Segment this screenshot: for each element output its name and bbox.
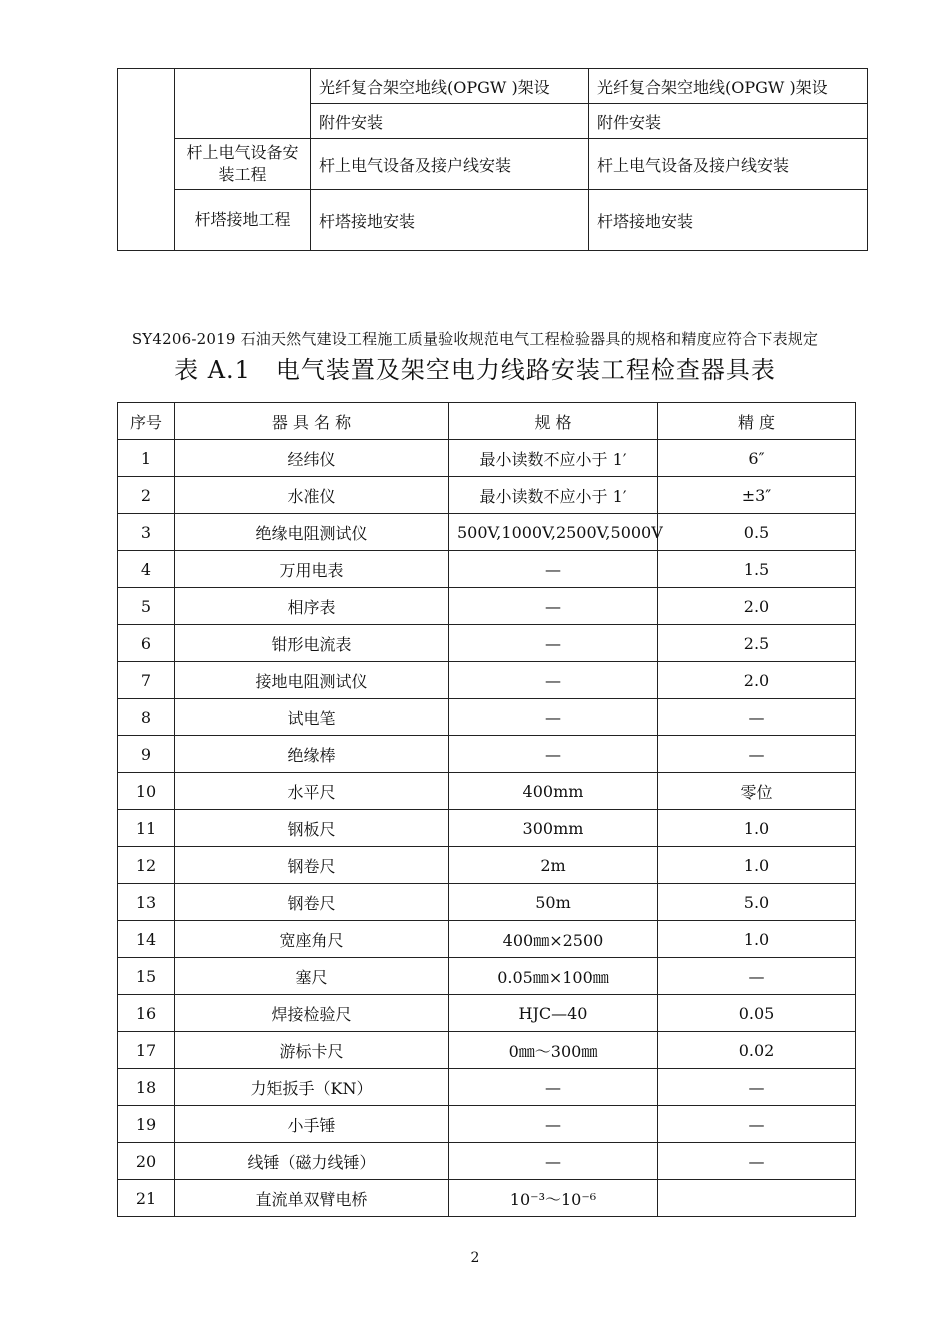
table-cell: 试电笔 [175, 699, 449, 736]
table-cell: 10⁻³～10⁻⁶ [449, 1180, 658, 1217]
table-cell: 19 [118, 1106, 175, 1143]
table-cell: — [658, 1143, 856, 1180]
table-row [118, 662, 856, 699]
table-cell: 14 [118, 921, 175, 958]
table-cell: 400㎜×2500 [449, 921, 658, 958]
table-body [118, 440, 856, 1217]
table-cell: ±3″ [658, 477, 856, 514]
table-row [118, 884, 856, 921]
table-cell: 1.0 [658, 810, 856, 847]
table-cell: 50m [449, 884, 658, 921]
table-cell: — [449, 1106, 658, 1143]
table-cell: 15 [118, 958, 175, 995]
table-cell: — [449, 625, 658, 662]
table-cell: 5 [118, 588, 175, 625]
table-row [118, 190, 868, 251]
table-cell: 钢板尺 [175, 810, 449, 847]
table-cell: 附件安装 [311, 104, 589, 139]
table-cell: 2.0 [658, 662, 856, 699]
table-cell: 400mm [449, 773, 658, 810]
column-header: 序号 [118, 403, 175, 440]
table-cell: 零位 [658, 773, 856, 810]
table-row [118, 588, 856, 625]
table-row [118, 440, 856, 477]
table-cell: — [449, 1143, 658, 1180]
table-cell: 18 [118, 1069, 175, 1106]
table-cell: 10 [118, 773, 175, 810]
table-cell: 500V,1000V,2500V,5000V [449, 514, 658, 551]
table-cell: 2 [118, 477, 175, 514]
continued-table [117, 68, 868, 251]
table-row [118, 1180, 856, 1217]
table-cell: 宽座角尺 [175, 921, 449, 958]
table-cell: 0.05 [658, 995, 856, 1032]
table-cell: 1.0 [658, 921, 856, 958]
table-cell: 20 [118, 1143, 175, 1180]
table-row [118, 995, 856, 1032]
table-cell: 附件安装 [589, 104, 868, 139]
table-row [118, 1106, 856, 1143]
table-cell: 1.5 [658, 551, 856, 588]
table-cell: — [449, 736, 658, 773]
table-row [118, 139, 868, 190]
table-cell: — [658, 958, 856, 995]
table-cell: 7 [118, 662, 175, 699]
table-cell: 力矩扳手（KN） [175, 1069, 449, 1106]
table-cell: 8 [118, 699, 175, 736]
table-row [118, 1032, 856, 1069]
table-cell: — [449, 551, 658, 588]
table-cell: — [658, 699, 856, 736]
table-cell: — [449, 1069, 658, 1106]
table-cell: — [658, 736, 856, 773]
table-row [118, 847, 856, 884]
instrument-table [117, 402, 856, 1217]
page-number: 2 [470, 1250, 480, 1266]
table-cell: 16 [118, 995, 175, 1032]
table-cell: 11 [118, 810, 175, 847]
table-cell: 钳形电流表 [175, 625, 449, 662]
table-cell: 杆上电气设备及接户线安装 [589, 139, 868, 190]
table-cell: 0㎜～300㎜ [449, 1032, 658, 1069]
table-cell: 300mm [449, 810, 658, 847]
table-cell: — [658, 1106, 856, 1143]
table-cell: 6 [118, 625, 175, 662]
table-cell: 接地电阻测试仪 [175, 662, 449, 699]
table-row [118, 1069, 856, 1106]
column-header: 器 具 名 称 [175, 403, 449, 440]
table-cell: 杆塔接地安装 [589, 190, 868, 251]
table-cell: 光纤复合架空地线(OPGW )架设 [311, 69, 589, 104]
table-cell: 焊接检验尺 [175, 995, 449, 1032]
table-row [118, 551, 856, 588]
table-cell: 6″ [658, 440, 856, 477]
table-cell: 9 [118, 736, 175, 773]
table-cell: 杆塔接地安装 [311, 190, 589, 251]
table-cell: 经纬仪 [175, 440, 449, 477]
table-row [118, 69, 868, 104]
table-cell: 水准仪 [175, 477, 449, 514]
table-cell: — [658, 1069, 856, 1106]
table-cell: 3 [118, 514, 175, 551]
column-header: 规 格 [449, 403, 658, 440]
table-header-row [118, 403, 856, 440]
table-cell: — [449, 588, 658, 625]
table-cell: 相序表 [175, 588, 449, 625]
table-row [118, 699, 856, 736]
table-cell: 杆塔接地工程 [175, 190, 311, 251]
table-row [118, 921, 856, 958]
table-cell [658, 1180, 856, 1217]
table-cell: 杆上电气设备安装工程 [175, 139, 311, 190]
table-cell: 线锤（磁力线锤） [175, 1143, 449, 1180]
table-row [118, 810, 856, 847]
table-cell: 光纤复合架空地线(OPGW )架设 [589, 69, 868, 104]
table-cell: 小手锤 [175, 1106, 449, 1143]
table-cell: HJC—40 [449, 995, 658, 1032]
table-cell: 0.05㎜×100㎜ [449, 958, 658, 995]
table-cell: 最小读数不应小于 1′ [449, 477, 658, 514]
table-cell: — [449, 662, 658, 699]
table-cell: 5.0 [658, 884, 856, 921]
table-cell: 最小读数不应小于 1′ [449, 440, 658, 477]
table-row [118, 958, 856, 995]
table-cell: 杆上电气设备及接户线安装 [311, 139, 589, 190]
table-row [118, 625, 856, 662]
table-title: 表 A.1 电气装置及架空电力线路安装工程检查器具表 [174, 356, 776, 384]
table-cell: 21 [118, 1180, 175, 1217]
table-cell: 绝缘电阻测试仪 [175, 514, 449, 551]
table-row [118, 773, 856, 810]
table-cell: 13 [118, 884, 175, 921]
table-cell: 2.5 [658, 625, 856, 662]
table-cell-blank [118, 69, 175, 251]
table-cell: 钢卷尺 [175, 884, 449, 921]
table-cell: 游标卡尺 [175, 1032, 449, 1069]
table-cell [175, 69, 311, 139]
table-cell: 0.5 [658, 514, 856, 551]
table-cell: 水平尺 [175, 773, 449, 810]
table-cell: 1 [118, 440, 175, 477]
table-cell: 4 [118, 551, 175, 588]
table-cell: 2m [449, 847, 658, 884]
table-cell: 塞尺 [175, 958, 449, 995]
table-row [118, 1143, 856, 1180]
standard-caption: SY4206-2019 石油天然气建设工程施工质量验收规范电气工程检验器具的规格和精度应符合下表规定 [131, 330, 819, 348]
table-cell: 钢卷尺 [175, 847, 449, 884]
table-row [118, 736, 856, 773]
table-cell: 2.0 [658, 588, 856, 625]
table-row [118, 514, 856, 551]
table-cell: 12 [118, 847, 175, 884]
table-cell: — [449, 699, 658, 736]
table-cell: 0.02 [658, 1032, 856, 1069]
table-cell: 17 [118, 1032, 175, 1069]
table-cell: 绝缘棒 [175, 736, 449, 773]
table-cell: 1.0 [658, 847, 856, 884]
table-cell: 万用电表 [175, 551, 449, 588]
table-row [118, 477, 856, 514]
column-header: 精 度 [658, 403, 856, 440]
table-cell: 直流单双臂电桥 [175, 1180, 449, 1217]
